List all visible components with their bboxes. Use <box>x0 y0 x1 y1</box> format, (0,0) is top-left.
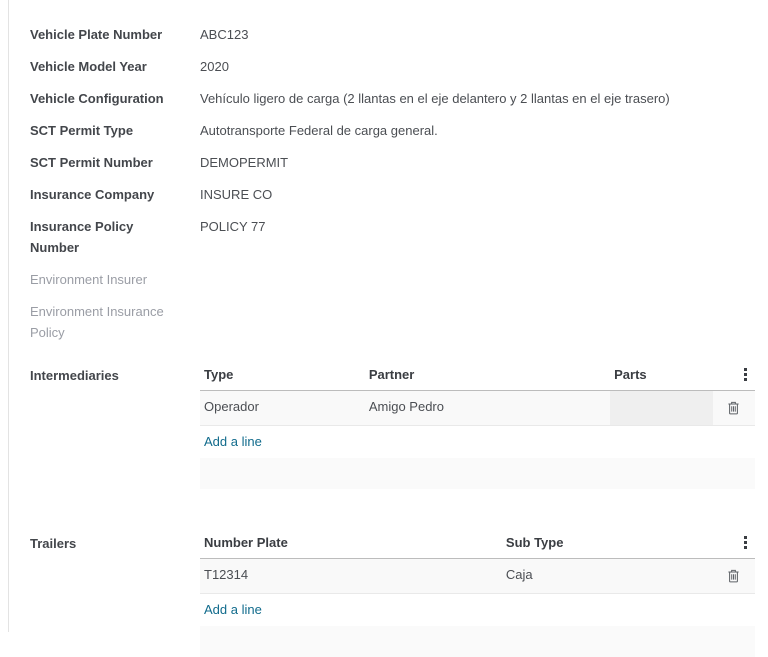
field-label: Insurance Company <box>30 187 155 202</box>
field-row-vehicle-model-year <box>30 56 755 77</box>
intermediaries-row <box>200 391 755 426</box>
cell-sub-type[interactable]: Caja <box>505 567 533 582</box>
intermediaries-label: Intermediaries <box>30 368 119 383</box>
optional-columns-cell <box>713 529 755 558</box>
intermediaries-table-header <box>200 361 755 391</box>
field-label: SCT Permit Type <box>30 123 134 138</box>
dots-vertical-icon[interactable] <box>742 366 749 383</box>
field-label: Vehicle Configuration <box>30 91 164 106</box>
trailers-section <box>30 529 755 657</box>
column-header-parts[interactable]: Parts <box>614 367 647 382</box>
optional-columns-cell <box>713 361 755 390</box>
trash-icon[interactable] <box>725 399 742 417</box>
field-row-sct-permit-type <box>30 120 755 141</box>
cell-partner[interactable]: Amigo Pedro <box>368 399 444 414</box>
cell-number-plate[interactable]: T12314 <box>204 567 249 582</box>
field-label: Environment Insurer <box>30 272 148 287</box>
field-value-sct-permit-type: Autotransporte Federal de carga general. <box>200 123 438 138</box>
empty-filler-row <box>200 626 755 657</box>
field-row-environment-insurance-policy <box>30 301 755 343</box>
trailers-table <box>200 529 755 657</box>
trailers-label: Trailers <box>30 536 77 551</box>
field-row-insurance-policy-number <box>30 216 755 258</box>
intermediaries-table <box>200 361 755 489</box>
field-row-vehicle-configuration <box>30 88 755 109</box>
field-value-sct-permit-number: DEMOPERMIT <box>200 155 289 170</box>
add-a-line-link[interactable]: Add a line <box>204 602 262 617</box>
trailers-row <box>200 559 755 594</box>
row-action-cell <box>713 391 755 425</box>
field-value-environment-insurance-policy <box>200 301 755 343</box>
field-value-environment-insurer <box>200 269 755 290</box>
column-header-sub-type[interactable]: Sub Type <box>505 535 564 550</box>
intermediaries-section <box>30 361 755 489</box>
field-label: Vehicle Plate Number <box>30 27 163 42</box>
field-row-environment-insurer <box>30 269 755 290</box>
field-label: Environment Insurance Policy <box>30 304 164 340</box>
empty-filler-row <box>200 458 755 489</box>
trailers-add-line-row <box>200 594 755 626</box>
field-value-insurance-policy-number: POLICY 77 <box>200 219 266 234</box>
field-row-vehicle-plate-number <box>30 24 755 45</box>
field-value-vehicle-model-year: 2020 <box>200 59 229 74</box>
field-label: Vehicle Model Year <box>30 59 147 74</box>
column-header-partner[interactable]: Partner <box>368 367 415 382</box>
field-value-vehicle-configuration: Vehículo ligero de carga (2 llantas en el eje delantero y 2 llantas en el eje trasero) <box>200 91 670 106</box>
field-row-insurance-company <box>30 184 755 205</box>
form-sheet <box>8 0 768 632</box>
cell-type[interactable]: Operador <box>204 399 259 414</box>
trash-icon[interactable] <box>725 567 742 585</box>
add-a-line-link[interactable]: Add a line <box>204 434 262 449</box>
column-header-number-plate[interactable]: Number Plate <box>204 535 288 550</box>
cell-parts[interactable] <box>610 391 713 425</box>
field-label: Insurance Policy Number <box>30 219 134 255</box>
trailers-table-header <box>200 529 755 559</box>
row-action-cell <box>713 559 755 593</box>
field-value-vehicle-plate-number: ABC123 <box>200 27 249 42</box>
field-value-insurance-company: INSURE CO <box>200 187 273 202</box>
intermediaries-add-line-row <box>200 426 755 458</box>
column-header-type[interactable]: Type <box>204 367 234 382</box>
field-row-sct-permit-number <box>30 152 755 173</box>
field-label: SCT Permit Number <box>30 155 153 170</box>
dots-vertical-icon[interactable] <box>742 534 749 551</box>
